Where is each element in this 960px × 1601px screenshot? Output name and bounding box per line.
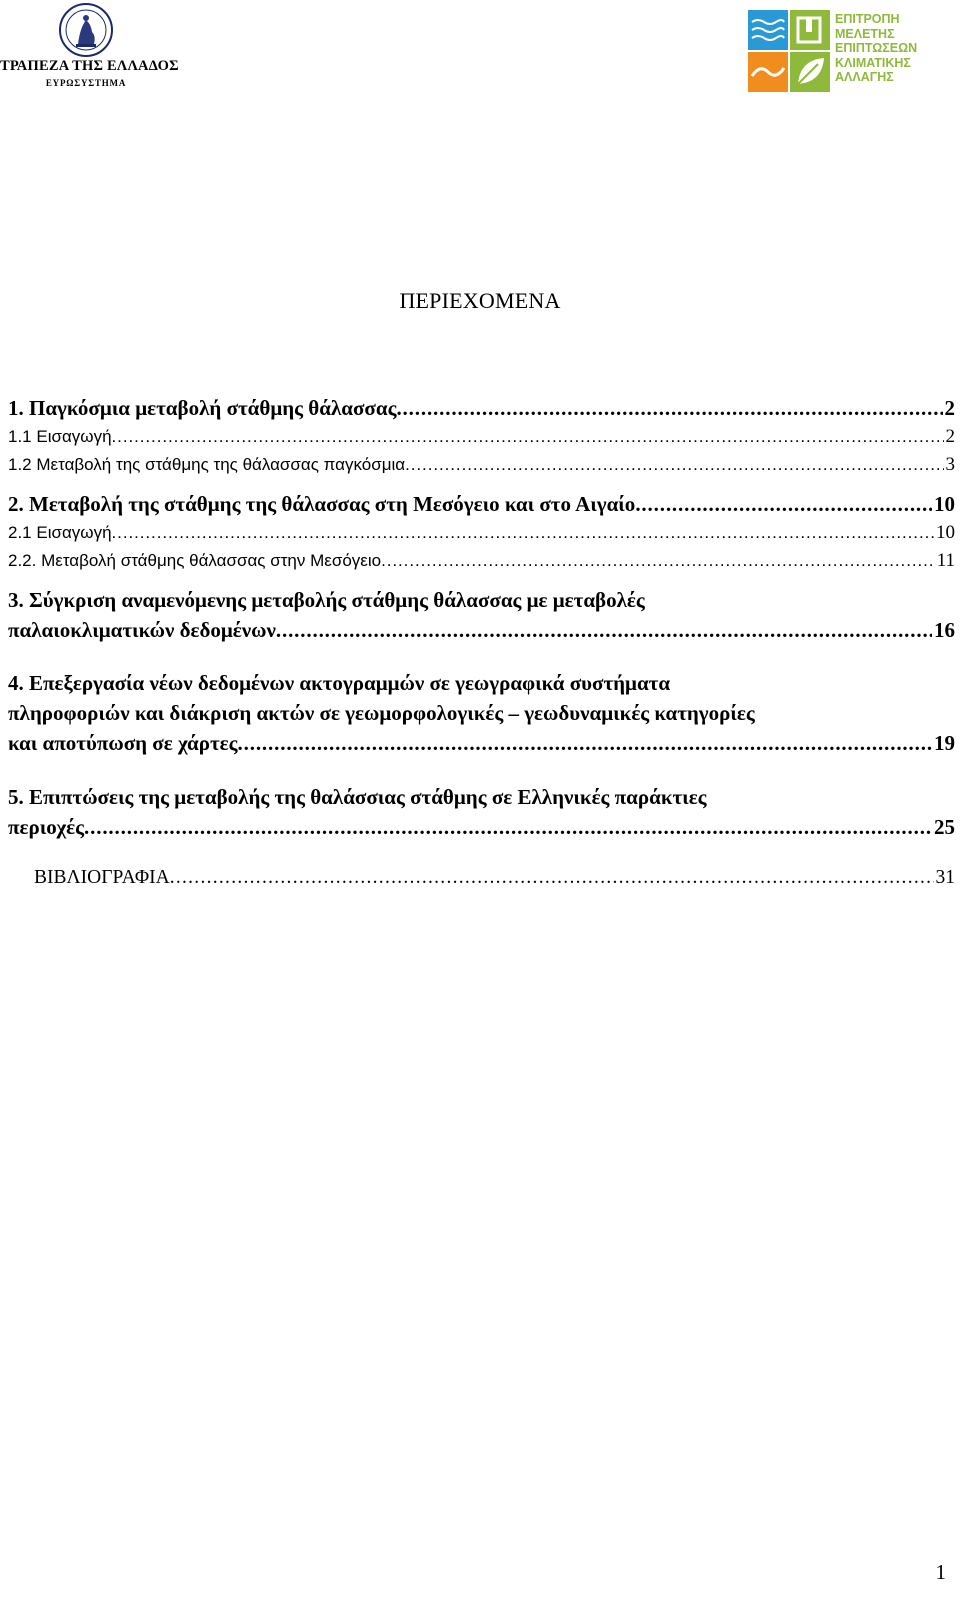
committee-name-line: ΚΛΙΜΑΤΙΚΗΣ — [835, 55, 911, 70]
toc-leader-dots — [112, 423, 944, 451]
toc-entry-label: 1.1 Εισαγωγή — [8, 427, 112, 446]
toc-leader-dots — [381, 547, 935, 575]
toc-leader-dots — [635, 489, 932, 519]
toc-leader-dots — [405, 451, 943, 479]
climate-committee-logo — [748, 10, 923, 92]
toc-entry-bibliography[interactable] — [8, 864, 955, 892]
toc-entry-label: περιοχές — [8, 815, 85, 839]
toc-entry-last-line — [8, 728, 955, 758]
toc-entry-line: 4. Επεξεργασία νέων δεδομένων ακτογραμμών σε γεωγραφικά συστήματα — [8, 671, 671, 695]
toc-leader-dots — [276, 615, 932, 645]
toc-entry-1-1[interactable] — [8, 423, 955, 451]
toc-leader-dots — [170, 864, 934, 892]
bank-seal-icon — [58, 2, 114, 58]
committee-name-line: ΕΠΙΠΤΩΣΕΩΝ — [835, 41, 918, 55]
committee-name-line: ΑΛΛΑΓΗΣ — [835, 70, 894, 84]
toc-title: ΠΕΡΙΕΧΟΜΕΝΑ — [399, 288, 561, 313]
toc-page-number: 11 — [936, 550, 955, 571]
toc-leader-dots — [112, 519, 934, 547]
toc-leader-dots — [396, 393, 942, 423]
bank-name: ΤΡΑΠΕΖΑ ΤΗΣ ΕΛΛΑΔΟΣ — [0, 58, 179, 74]
toc-page-number: 2 — [945, 426, 955, 447]
toc-entry-2[interactable] — [8, 489, 955, 519]
toc-entry-line: πληροφοριών και διάκριση ακτών σε γεωμορφολογικές – γεωδυναμικές κατηγορίες — [8, 701, 755, 725]
toc-page-number: 3 — [945, 454, 955, 475]
toc-entry-label: 2.1 Εισαγωγή — [8, 523, 112, 542]
toc-entry-label: και αποτύπωση σε χάρτες — [8, 731, 238, 755]
committee-name — [835, 12, 935, 85]
toc-entry-last-line — [8, 812, 955, 842]
toc-entry-line: 5. Επιπτώσεις της μεταβολής της θαλάσσιας στάθμης σε Ελληνικές παράκτιες — [8, 785, 707, 809]
toc-entry-label: 1.2 Μεταβολή της στάθμης της θάλασσας παγκόσμια — [8, 455, 406, 474]
toc-entry-label: 2. Μεταβολή της στάθμης της θάλασσας στη Μεσόγειο και στο Αιγαίο — [8, 492, 636, 516]
toc-entry-5[interactable] — [8, 782, 955, 842]
committee-emblem-icon — [748, 10, 830, 92]
toc-entry-4[interactable] — [8, 668, 955, 758]
toc-entry-label: 1. Παγκόσμια μεταβολή στάθμης θάλασσας — [8, 396, 397, 420]
toc-entry-line: 3. Σύγκριση αναμενόμενης μεταβολής στάθμης θάλασσας με μεταβολές — [8, 588, 645, 612]
toc-entry-2-2[interactable] — [8, 547, 955, 575]
toc-entry-last-line — [8, 615, 955, 645]
toc-leader-dots — [84, 812, 932, 842]
toc-page-number: 10 — [936, 522, 955, 543]
toc-page-number: 25 — [934, 815, 955, 839]
committee-name-line: ΜΕΛΕΤΗΣ — [835, 26, 895, 41]
bank-subtitle: ΕΥΡΩΣΥΣΤΗΜΑ — [45, 78, 127, 88]
toc-page-number: 10 — [934, 492, 955, 516]
toc-entry-3[interactable] — [8, 585, 955, 645]
toc-entry-label: ΒΙΒΛΙΟΓΡΑΦΙΑ — [34, 867, 170, 888]
toc-page-number: 19 — [934, 731, 955, 755]
toc-entry-1[interactable] — [8, 393, 955, 423]
page-number: 1 — [935, 1560, 946, 1584]
toc-page-number: 16 — [934, 618, 955, 642]
toc-leader-dots — [238, 728, 932, 758]
table-of-contents — [8, 393, 955, 892]
toc-entry-2-1[interactable] — [8, 519, 955, 547]
toc-page-number: 2 — [944, 396, 955, 420]
toc-entry-label: 2.2. Μεταβολή στάθμης θάλασσας στην Μεσόγειο — [8, 551, 382, 570]
toc-entry-1-2[interactable] — [8, 451, 955, 479]
bank-of-greece-logo — [0, 2, 179, 94]
committee-name-line: ΕΠΙΤΡΟΠΗ — [835, 12, 900, 26]
toc-entry-label: παλαιοκλιματικών δεδομένων — [8, 618, 276, 642]
toc-page-number: 31 — [935, 867, 955, 888]
